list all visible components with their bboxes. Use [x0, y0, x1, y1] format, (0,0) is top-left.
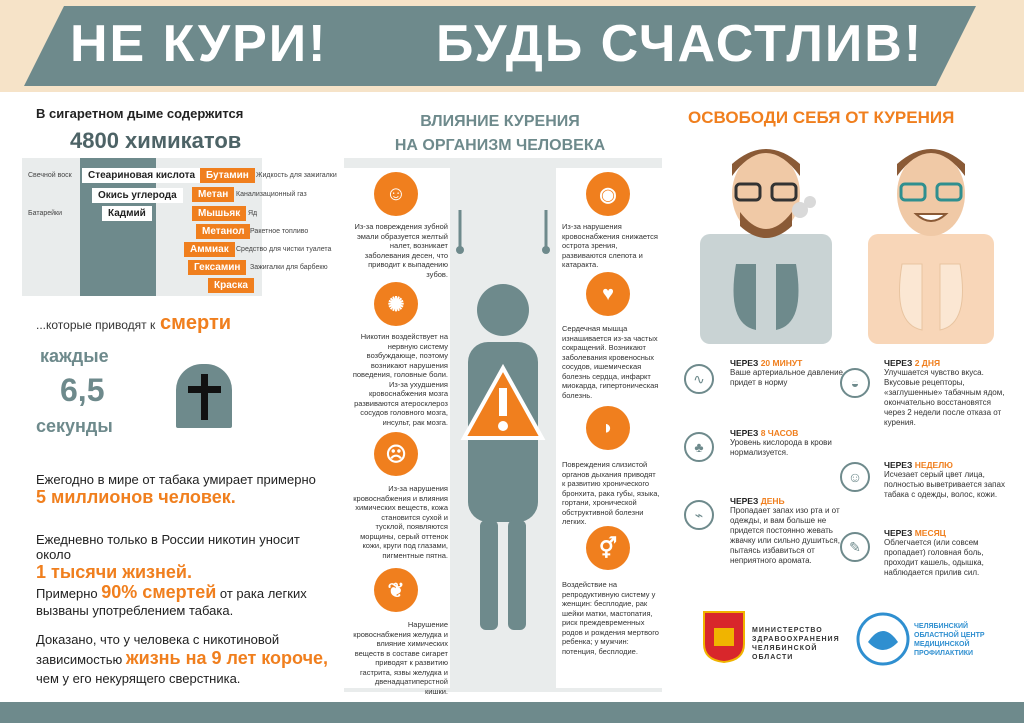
- stage-block: [730, 496, 840, 566]
- stage-time: НЕДЕЛЮ: [914, 460, 953, 470]
- stat-block: [36, 472, 336, 508]
- stat-big: жизнь на 9 лет короче,: [125, 648, 329, 668]
- chemical-item: Окись углерода: [92, 188, 183, 203]
- stat-post: чем у его некурящего сверстника.: [36, 671, 241, 686]
- footer-bar: [0, 702, 1024, 723]
- stage-block: [884, 460, 1014, 500]
- chemical-orange: Гексамин: [188, 260, 246, 275]
- chemical-orange: Бутамин: [200, 168, 255, 183]
- stage-pre: ЧЕРЕЗ: [730, 358, 759, 368]
- death-every: каждые: [40, 346, 109, 366]
- stat-big: 90% смертей: [101, 582, 217, 602]
- stage-pre: ЧЕРЕЗ: [730, 428, 759, 438]
- organ-text: Из-за нарушения кровоснабжения и влияния химических веществ, кожа становится сухой и тусклой, появляются морщины, серый оттенок кожи, круги под глазами, пигментные пятна.: [353, 484, 448, 560]
- healthy-torso: [868, 234, 994, 344]
- stage-time: 2 ДНЯ: [914, 358, 941, 368]
- lungs-icon: ❦: [374, 568, 418, 612]
- organ-text: Из-за нарушения кровоснабжения снижается острота зрения, развиваются слепота и катаракта.: [562, 222, 658, 269]
- pills-icon: ✎: [840, 532, 870, 562]
- stage-pre: ЧЕРЕЗ: [884, 528, 913, 538]
- stat-big: 1 тысячи жизней.: [36, 562, 192, 582]
- stage-pre: ЧЕРЕЗ: [884, 358, 913, 368]
- smoker-figure: [696, 134, 836, 344]
- stage-pre: ЧЕРЕЗ: [730, 496, 759, 506]
- stage-text: Исчезает серый цвет лица, полностью выветривается запах табака с одежды, волос, кожи.: [884, 470, 1005, 499]
- death-line: ...которые приводят к: [36, 318, 156, 332]
- leg-left: [480, 520, 498, 630]
- stat-post: от рака легких вызваны употреблением табака.: [36, 586, 307, 618]
- center-name: ЧЕЛЯБИНСКИЙ ОБЛАСТНОЙ ЦЕНТР МЕДИЦИНСКОЙ ПРОФИЛАКТИКИ: [914, 623, 985, 657]
- cross-icon: [201, 374, 208, 420]
- eye-icon: ◉: [586, 172, 630, 216]
- center-title-line2: НА ОРГАНИЗМ ЧЕЛОВЕКА: [394, 137, 606, 154]
- stage-time: 8 ЧАСОВ: [760, 428, 799, 438]
- stage-time: МЕСЯЦ: [914, 528, 946, 538]
- chemical-note: Жидкость для зажигалки: [256, 172, 337, 179]
- center-title: [380, 110, 620, 158]
- stat-pre: Доказано, что у человека с никотиновой зависимостью: [36, 632, 280, 667]
- stage-text: Пропадает запах изо рта и от одежды, и вам больше не придется постоянно жевать жвачку или сильно душиться, пытаясь избавиться от неприятного аромата.: [730, 506, 840, 565]
- chemicals-count: 4800 химикатов: [70, 128, 242, 153]
- stat-text: Ежедневно только в России никотин уносит около: [36, 532, 300, 562]
- cake-icon: ◒: [840, 368, 870, 398]
- head-shape: [477, 284, 529, 336]
- leg-right: [508, 520, 526, 630]
- stage-text: Облегчается (или совсем пропадает) головная боль, проходит кашель, одышка, наблюдается прилив сил.: [884, 538, 984, 577]
- pulse-icon: ∿: [684, 364, 714, 394]
- chemicals-title: В сигаретном дыме содержится: [36, 106, 244, 121]
- stat-pre: Примерно: [36, 586, 98, 601]
- stat-block: [36, 532, 336, 583]
- center-title-line1: ВЛИЯНИЕ КУРЕНИЯ: [420, 113, 580, 130]
- stage-block: [730, 428, 840, 458]
- stomach-icon: ◗: [586, 406, 630, 450]
- stat-block: [36, 630, 336, 688]
- stat-block: [36, 584, 336, 619]
- chemical-note: Батарейки: [28, 210, 63, 217]
- warning-bar: [499, 388, 507, 416]
- cross-icon-bar: [188, 386, 221, 393]
- chemical-orange: Краска: [208, 278, 254, 293]
- face-icon: ☺: [840, 462, 870, 492]
- chemical-orange: Метан: [192, 187, 234, 202]
- freedom-title: ОСВОБОДИ СЕБЯ ОТ КУРЕНИЯ: [688, 108, 955, 127]
- organ-text: Никотин воздействует на нервную систему возбуждающе, поэтому возникают нарушения поведения, головные боли. Из-за ухудшения кровоснабжения мозга развиваются атеросклероз сосудов головного мозга, инсульт, рак мозга.: [352, 332, 448, 427]
- death-number: 6,5: [60, 372, 105, 408]
- chemical-note: Зажигалки для барбекю: [250, 264, 328, 271]
- stage-block: [884, 528, 1014, 578]
- brain-icon: ✺: [374, 282, 418, 326]
- stat-text: Ежегодно в мире от табака умирает примерно: [36, 472, 316, 487]
- ministry-emblem-icon: [702, 610, 746, 664]
- heart-icon: ♥: [586, 272, 630, 316]
- stage-text: Улучшается чувство вкуса. Вкусовые рецепторы, «заглушенные» табачным ядом, окончательно восстановятся через 2 недели после отказа от курения.: [884, 368, 1005, 427]
- chemical-note: Яд: [248, 210, 258, 217]
- warning-dot: [498, 421, 508, 431]
- cigarette-icon: ⌁: [684, 500, 714, 530]
- ministry-name: МИНИСТЕРСТВО ЗДРАВООХРАНЕНИЯ ЧЕЛЯБИНСКОЙ ОБЛАСТИ: [752, 627, 840, 661]
- stage-text: Ваше артериальное давление придет в норму: [730, 368, 843, 387]
- headline-right: БУДЬ СЧАСТЛИВ!: [436, 15, 924, 73]
- smoker-torso: [700, 234, 832, 344]
- chemical-item: Стеариновая кислота: [82, 168, 201, 183]
- death-word: смерти: [160, 312, 232, 334]
- tree-icon: ♣: [684, 432, 714, 462]
- teeth-icon: ☺: [374, 172, 418, 216]
- stage-time: ДЕНЬ: [760, 496, 785, 506]
- chemical-item: Кадмий: [102, 206, 152, 221]
- organ-text: Нарушение кровоснабжения желудка и влияние химических веществ в составе сигарет приводят к развитию гастрита, язвы желудка и двенадцатиперстной кишки.: [353, 620, 448, 696]
- chemical-note: Канализационный газ: [236, 191, 307, 198]
- center-logo-icon: [856, 612, 910, 666]
- body-figure: [450, 200, 556, 640]
- stat-big: 5 миллионов человек.: [36, 487, 236, 507]
- healthy-face: [897, 152, 965, 236]
- chemical-note: Средство для чистки туалета: [236, 246, 332, 253]
- stage-block: [884, 358, 1014, 428]
- organ-text: Воздействие на репродуктивную систему у женщин: бесплодие, рак шейки матки, мастопатия, риск преждевременных родов и рождения мертвого ребенка; у мужчин: потенция, бесплодие.: [562, 580, 659, 656]
- chemical-orange: Аммиак: [184, 242, 235, 257]
- chemical-orange: Мышьяк: [192, 206, 246, 221]
- chemical-note: Свечной воск: [28, 172, 72, 179]
- organ-text: Сердечная мышца изнашивается из-за частых сокращений. Возникают заболевания кровеносных сосудов, ишемическая болезнь сердца, инфаркт миокарда, гипертоническая болезнь.: [562, 324, 659, 400]
- death-seconds: секунды: [36, 416, 113, 436]
- chemical-orange: Метанол: [196, 224, 250, 239]
- stage-pre: ЧЕРЕЗ: [884, 460, 913, 470]
- organ-text: Из-за повреждения зубной эмали образуется желтый налет, возникает заболевания десен, что приводит к выпадению зубов.: [354, 222, 448, 279]
- stage-time: 20 МИНУТ: [760, 358, 803, 368]
- stage-text: Уровень кислорода в крови нормализуется.: [730, 438, 832, 457]
- healthy-figure: [866, 134, 996, 344]
- organ-text: Повреждения слизистой органов дыхания приводят к развитию хронического бронхита, рака губы, языка, гортани, хронической обструктивной болезни легких.: [562, 460, 660, 526]
- face-icon: ☹: [374, 432, 418, 476]
- headline-left: НЕ КУРИ!: [70, 15, 328, 73]
- gender-icon: ⚥: [586, 526, 630, 570]
- chemical-note: Ракетное топливо: [250, 228, 309, 235]
